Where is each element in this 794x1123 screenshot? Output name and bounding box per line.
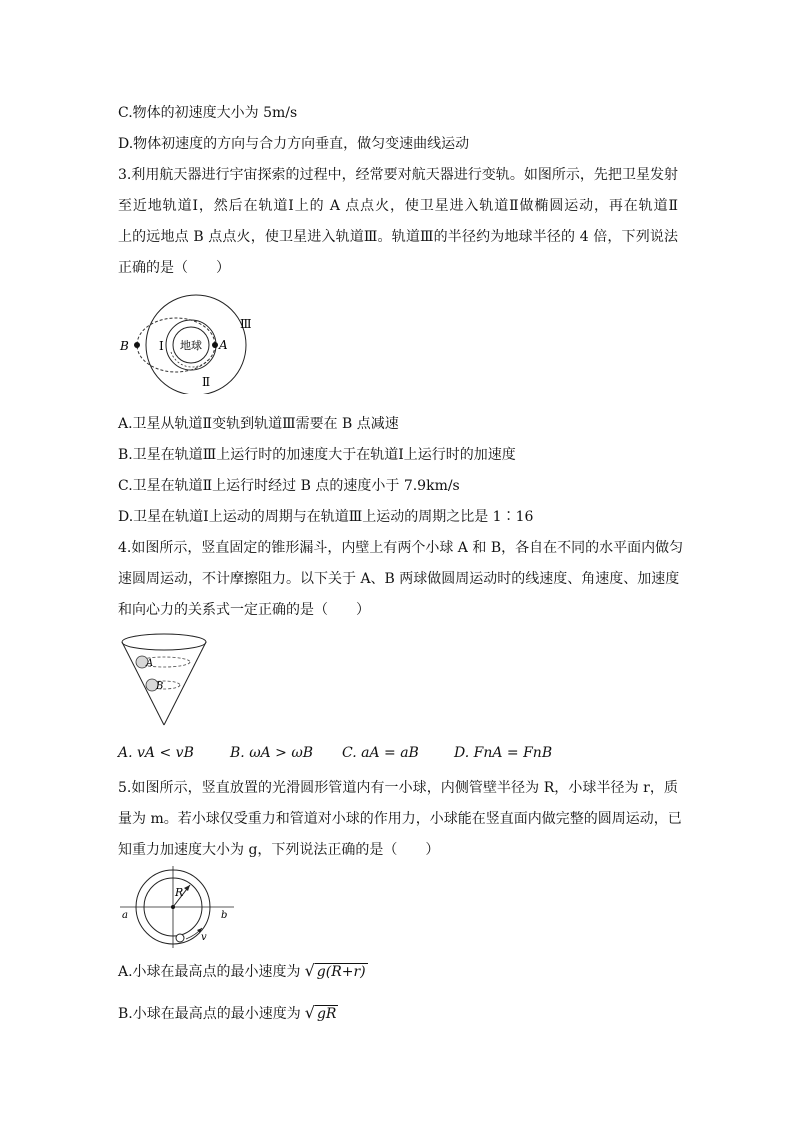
point-b-label: b [221,910,228,921]
q4-text-2: 速圆周运动，不计摩擦阻力。以下关于 A、B 两球做圆周运动时的线速度、角速度、加速度 [118,571,680,587]
sqrt-icon: √ [304,1003,315,1022]
cone-diagram [118,632,210,728]
q4-option-a: A. vA < vB [118,745,194,761]
point-a-dot [212,342,218,348]
tube-diagram [118,866,236,948]
q4-text-3: 和向心力的关系式一定正确的是（ ） [118,602,370,618]
ball-a-label: A [146,658,154,669]
q3-text-2: 至近地轨道Ⅰ，然后在轨道Ⅰ上的 A 点点火，使卫星进入轨道Ⅱ做椭圆运动，再在轨道Ⅱ [118,198,678,214]
orbit-1-label: Ⅰ [159,339,164,353]
orbit-diagram [116,292,266,394]
point-a-label: a [122,910,128,921]
q4-text-1: 4.如图所示，竖直固定的锥形漏斗，内壁上有两个小球 A 和 B，各自在不同的水平面内做匀 [118,540,684,556]
q4-option-b: B. ωA > ωB [230,745,314,761]
q3-text-3: 上的远地点 B 点点火，使卫星进入轨道Ⅲ。轨道Ⅲ的半径约为地球半径的 4 倍，下列说法 [118,229,678,245]
q5-text-2: 量为 m。若小球仅受重力和管道对小球的作用力，小球能在竖直面内做完整的圆周运动，已 [118,811,682,827]
point-b-dot [134,342,140,348]
earth-label: 地球 [180,339,202,352]
q3-option-d: D.卫星在轨道Ⅰ上运动的周期与在轨道Ⅲ上运动的周期之比是 1∶16 [118,509,534,525]
q5-option-b-math: gR [316,1006,337,1022]
q5-option-b [118,1004,338,1023]
orbit-2-label: Ⅱ [202,375,211,389]
q4-option-d: D. FnA = FnB [454,745,553,761]
q3-text-4: 正确的是（ ） [118,260,230,276]
q3-text-1: 3.利用航天器进行宇宙探索的过程中，经常要对航天器进行变轨。如图所示，先把卫星发射 [118,167,678,183]
option-d-prev: D.物体初速度的方向与合力方向垂直，做匀变速曲线运动 [118,136,470,152]
sqrt-icon: √ [304,961,315,980]
q5-option-a-math: g(R+r) [316,964,366,980]
radius-label: R [175,886,184,899]
q5-text-1: 5.如图所示，竖直放置的光滑圆形管道内有一小球，内侧管壁半径为 R，小球半径为 r，质 [118,780,678,796]
q4-option-c: C. aA = aB [342,745,419,761]
q5-option-a-text: A.小球在最高点的最小速度为 [118,964,301,980]
q3-option-c: C.卫星在轨道Ⅱ上运行时经过 B 点的速度小于 7.9km/s [118,478,460,494]
label-b: B [120,339,129,353]
ball-b-label: B [156,681,164,692]
q3-option-b: B.卫星在轨道Ⅲ上运行时的加速度大于在轨道Ⅰ上运行时的加速度 [118,447,516,463]
q5-text-3: 知重力加速度大小为 g，下列说法正确的是（ ） [118,842,440,858]
velocity-label: v [201,932,207,943]
q3-option-a: A.卫星从轨道Ⅱ变轨到轨道Ⅲ需要在 B 点减速 [118,416,399,432]
q5-option-b-text: B.小球在最高点的最小速度为 [118,1006,301,1022]
orbit-3-label: Ⅲ [240,317,252,331]
option-c-prev: C.物体的初速度大小为 5m/s [118,105,298,121]
label-a: A [219,338,228,352]
q5-option-a [118,962,368,981]
